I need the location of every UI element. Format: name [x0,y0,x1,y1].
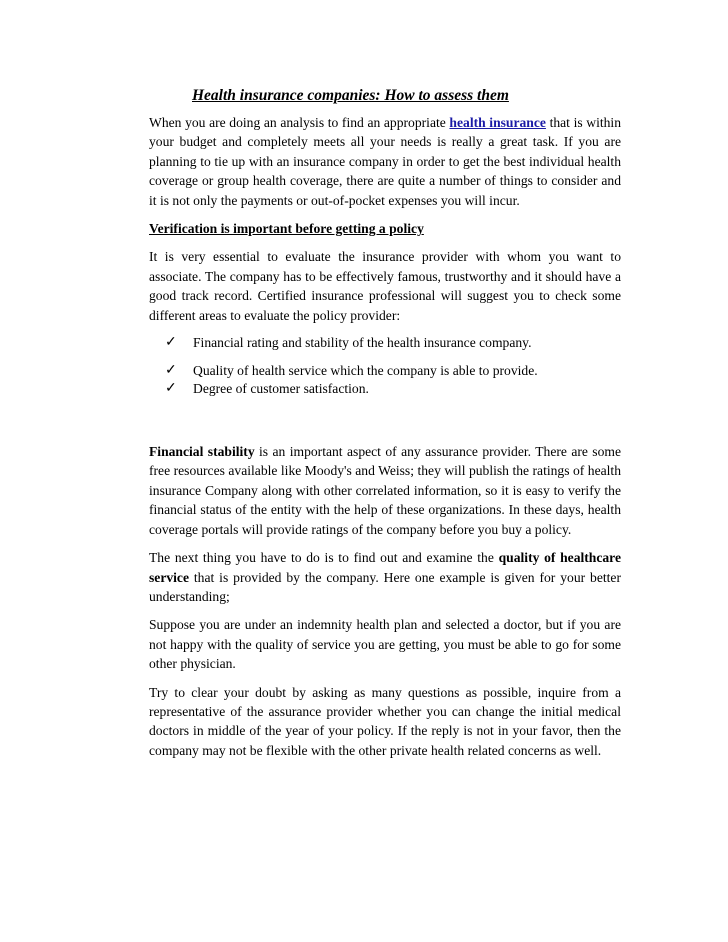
checklist-item [165,380,621,398]
intro-text-before-link: When you are doing an analysis to find an appropriate [149,115,450,130]
checklist-item-text: Financial rating and stability of the health insurance company. [193,335,532,351]
financial-stability-text: is an important aspect of any assurance provider. There are some free resources available like Moody's and Weiss; they will publish the ratings of health insurance Company along with other correlated information, so it is easy to verify the financial status of the entity with the help of these organizations. In these days, health coverage portals will provide ratings of the company before you buy a policy. [149,444,622,537]
suppose-paragraph: Suppose you are under an indemnity health plan and selected a doctor, but if you are not happy with the quality of service you are getting, you must be able to go for some other physician. [149,617,621,672]
checklist-item-text: Quality of health service which the company is able to provide. [193,363,538,379]
checklist-first [149,334,621,352]
checklist-item [165,334,621,352]
quality-paragraph [149,548,621,606]
financial-stability-bold: Financial stability [149,444,255,460]
checklist-item-text: Degree of customer satisfaction. [193,381,369,397]
checklist-item [165,362,621,380]
checklist-second [149,362,621,398]
intro-paragraph [149,113,621,210]
intro-text-after-link: that is within your budget and completely meets all your needs is really a great task. If you are planning to tie up with an insurance company in order to get the best individual health coverage or group health coverage, there are quite a number of things to consider and it is not only the payments or out-of-pocket expenses you will incur. [149,115,622,208]
quality-bold: quality of healthcare service [149,550,622,585]
quality-text-after: that is provided by the company. Here one example is given for your better understanding; [149,569,621,604]
quality-text-before: The next thing you have to do is to find out and examine the [149,550,499,566]
checkmark-icon: ✓ [165,363,177,379]
clear-doubt-paragraph: Try to clear your doubt by asking as many questions as possible, inquire from a representative of the assurance provider whether you can change the initial medical doctors in middle of the year of your policy. If the reply is not in your favor, then the company may not be flexible with the other private health related concerns as well. [149,684,621,758]
checkmark-icon: ✓ [165,381,177,397]
section-heading-verification: Verification is important before getting a policy [149,221,424,237]
health-insurance-link[interactable]: health insurance [449,115,546,130]
verification-paragraph: It is very essential to evaluate the insurance provider with whom you want to associate. The company has to be effectively famous, trustworthy and it should have a good track record. Certified insurance professional will suggest you to check some different areas to evaluate the policy provider: [149,249,621,323]
document-title: Health insurance companies: How to assess them [192,87,509,104]
financial-stability-paragraph [149,442,621,539]
document-page [149,86,621,769]
checkmark-icon: ✓ [165,335,177,351]
